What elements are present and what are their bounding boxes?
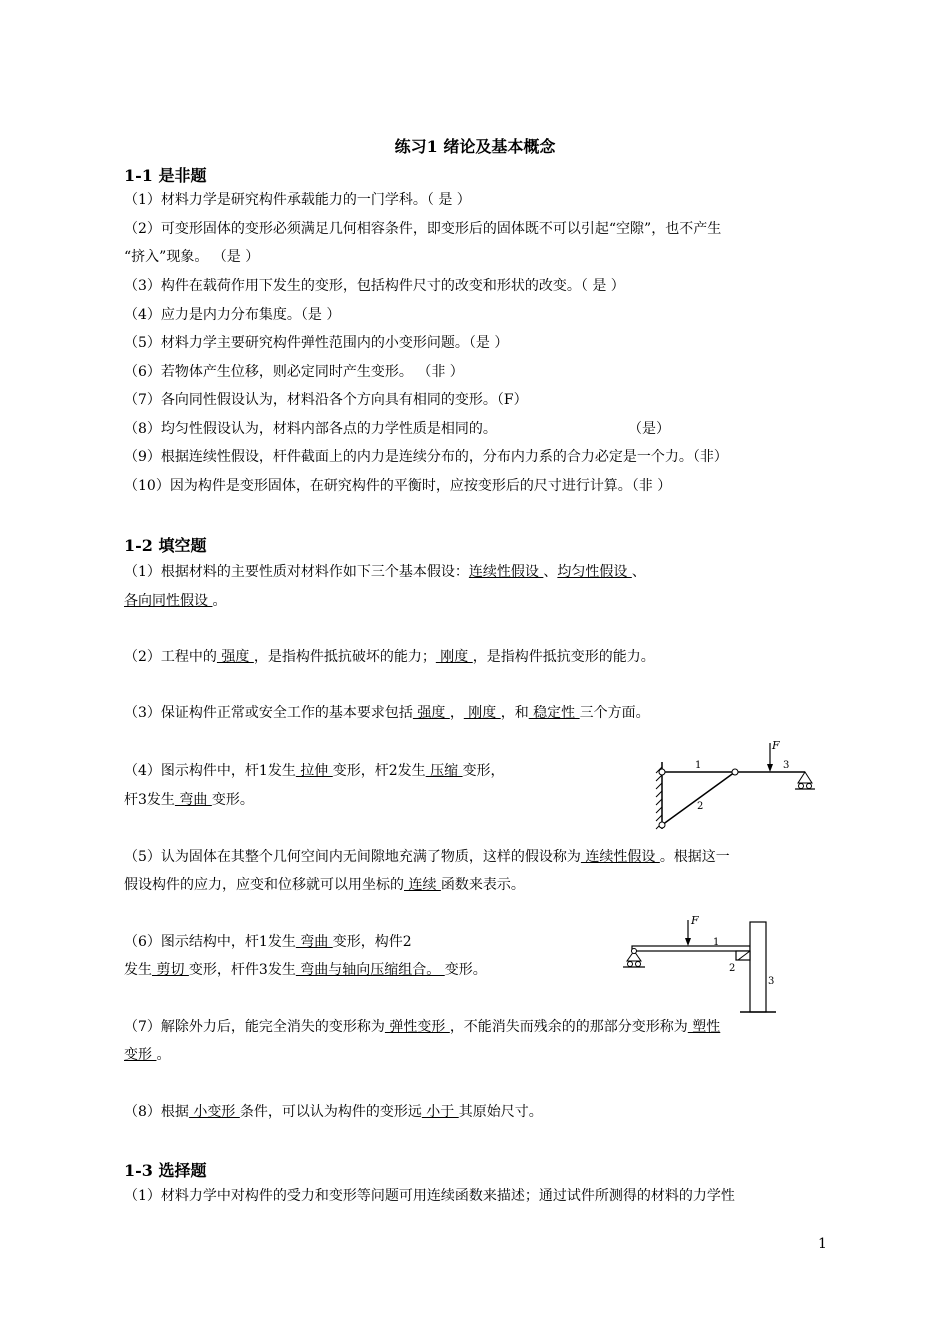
s2-q5-line1 [124, 847, 730, 867]
s2-q6-end: 变形。 [444, 962, 487, 978]
s2-q7-end: 。 [156, 1047, 171, 1063]
s2-q4-mid: 变形，杆2发生 [332, 763, 426, 779]
support-wheel-left [628, 962, 633, 967]
support-wheel-right [636, 962, 641, 967]
s2-q5-blank2: 连续 [404, 877, 441, 893]
bar-2-label: 2 [697, 801, 704, 812]
s2-q2-end: ，是指构件抵抗变形的能力。 [472, 649, 655, 665]
force-arrowhead [767, 764, 773, 772]
s1-q9: （9）根据连续性假设，杆件截面上的内力是连续分布的，分布内力系的合力必定是一个力。（非） [124, 449, 728, 465]
s2-q8-text: （8）根据 [124, 1104, 189, 1120]
s1-q5: （5）材料力学主要研究构件弹性范围内的小变形问题。（是 ） [124, 335, 509, 351]
s1-q7: （7）各向同性假设认为，材料沿各个方向具有相同的变形。（F） [124, 392, 528, 408]
s2-q5-line2 [124, 875, 525, 895]
s2-q3-blank1: 强度 [412, 705, 450, 721]
s2-q8-mid: 条件，可以认为构件的变形远 [239, 1104, 422, 1120]
column-3-label: 3 [768, 976, 775, 987]
s1-q3: （3）构件在载荷作用下发生的变形，包括构件尺寸的改变和形状的改变。（ 是 ） [124, 278, 625, 294]
bar-2 [662, 772, 735, 825]
s2-q6-mid2: 变形，杆件3发生 [188, 962, 296, 978]
s2-q1-line2 [124, 591, 226, 611]
s2-q7-text: （7）解除外力后，能完全消失的变形称为 [124, 1019, 385, 1035]
s3-q1: （1）材料力学中对构件的受力和变形等问题可用连续函数来描述；通过试件所测得的材料的力学性 [124, 1188, 735, 1204]
s2-q4-blank3: 弯曲 [174, 792, 212, 808]
s2-q8 [124, 1102, 543, 1122]
page-title: 练习1 绪论及基本概念 [394, 137, 556, 156]
s2-q7-blank2-cont: 变形 [124, 1047, 157, 1063]
hinge-joint [732, 769, 738, 775]
s2-q1-text: （1）根据材料的主要性质对材料作如下三个基本假设： [124, 564, 469, 580]
s2-q3 [124, 703, 650, 723]
s2-q1-line1 [124, 562, 646, 582]
s2-q1-sep2: 、 [631, 564, 646, 580]
s2-q5-end2: 函数来表示。 [440, 877, 525, 893]
bar-3-label: 3 [783, 760, 790, 771]
connector-2-label: 2 [729, 963, 736, 974]
s2-q5-blank1: 连续性假设 [580, 849, 660, 865]
section-heading-1-1: 1-1 是非题 [124, 166, 207, 185]
s2-q2 [124, 647, 655, 667]
pin-hinge [632, 949, 637, 954]
s2-q8-blank1: 小变形 [188, 1104, 240, 1120]
s2-q2-text: （2）工程中的 [124, 649, 217, 665]
s2-q6-blank1: 弯曲 [295, 934, 333, 950]
s2-q3-end: 三个方面。 [579, 705, 650, 721]
s2-q3-blank2: 刚度 [463, 705, 501, 721]
figure-bracket-diagram [645, 735, 825, 835]
roller-support [798, 772, 812, 783]
s2-q4-end: 变形， [462, 763, 505, 779]
s2-q6-line2 [124, 960, 487, 980]
beam-1-label: 1 [713, 937, 720, 948]
s1-q8: （8）均匀性假设认为，材料内部各点的力学性质是相同的。 [124, 421, 497, 437]
hinge-top [659, 769, 665, 775]
s2-q6-blank2: 剪切 [152, 962, 189, 978]
s2-q6-text2: 发生 [124, 962, 152, 978]
s2-q3-m2: ，和 [500, 705, 529, 721]
s2-q1-sep1: 、 [543, 564, 558, 580]
s2-q1-blank2: 均匀性假设 [557, 564, 632, 580]
s2-q2-blank2: 刚度 [435, 649, 473, 665]
figure-beam-column-diagram [620, 910, 790, 1015]
s2-q5-text2: 假设构件的应力，应变和位移就可以用坐标的 [124, 877, 404, 893]
s2-q3-m1: ， [449, 705, 464, 721]
s2-q4-line1 [124, 761, 505, 781]
s2-q8-end: 其原始尺寸。 [458, 1104, 543, 1120]
wall-hatch [656, 767, 662, 829]
s2-q4-text2: 杆3发生 [124, 792, 175, 808]
s2-q7-line2 [124, 1045, 170, 1065]
s1-q10: （10）因为构件是变形固体，在研究构件的平衡时，应按变形后的尺寸进行计算。（非 ） [124, 478, 672, 494]
roller-wheel-right [807, 784, 812, 789]
s2-q2-mid: ，是指构件抵抗破坏的能力； [253, 649, 436, 665]
page-number: 1 [818, 1236, 827, 1252]
s2-q2-blank1: 强度 [216, 649, 254, 665]
s1-q8-answer: （是） [628, 421, 670, 437]
s1-q2-line1: （2）可变形固体的变形必须满足几何相容条件，即变形后的固体既不可以引起“空隙”，也不产生 [124, 221, 722, 237]
hinge-bottom [659, 822, 665, 828]
section-heading-1-3: 1-3 选择题 [124, 1161, 207, 1180]
s2-q3-text: （3）保证构件正常或安全工作的基本要求包括 [124, 705, 413, 721]
s2-q7-mid: ，不能消失而残余的的那部分变形称为 [449, 1019, 688, 1035]
s1-q1: （1）材料力学是研究构件承载能力的一门学科。（ 是 ） [124, 192, 471, 208]
s2-q6-mid: 变形，构件2 [332, 934, 412, 950]
s2-q4-text: （4）图示构件中，杆1发生 [124, 763, 296, 779]
roller-wheel-left [799, 784, 804, 789]
s2-q4-line2 [124, 790, 254, 810]
force-label: F [772, 739, 780, 752]
s2-q7-blank1: 弹性变形 [384, 1019, 450, 1035]
s2-q5-end: 。根据这一 [659, 849, 730, 865]
s1-q4: （4）应力是内力分布集度。（是 ） [124, 307, 341, 323]
s2-q8-blank2: 小于 [421, 1104, 459, 1120]
column-3 [750, 922, 766, 1012]
s1-q6: （6）若物体产生位移，则必定同时产生变形。 （非 ） [124, 364, 464, 380]
s2-q1-blank3: 各向同性假设 [124, 593, 213, 609]
s2-q5-text: （5）认为固体在其整个几何空间内无间隙地充满了物质，这样的假设称为 [124, 849, 581, 865]
s2-q4-blank2: 压缩 [425, 763, 463, 779]
bar-1-label: 1 [695, 760, 702, 771]
force-label: F [691, 914, 699, 927]
force-arrowhead [685, 938, 691, 946]
s2-q6-blank3: 弯曲与轴向压缩组合。 [295, 962, 445, 978]
s1-q2-line2: “挤入”现象。 （是 ） [124, 249, 260, 265]
s2-q4-blank1: 拉伸 [295, 763, 333, 779]
beam-1 [632, 946, 750, 951]
s2-q6-text: （6）图示结构中，杆1发生 [124, 934, 296, 950]
s2-q7-blank2: 塑性 [687, 1019, 721, 1035]
s2-q6-line1 [124, 932, 412, 952]
s2-q4-end2: 变形。 [211, 792, 254, 808]
s2-q7-line1 [124, 1017, 720, 1037]
section-heading-1-2: 1-2 填空题 [124, 536, 207, 555]
s2-q1-end: 。 [212, 593, 227, 609]
s2-q1-blank1: 连续性假设 [468, 564, 544, 580]
s2-q3-blank3: 稳定性 [528, 705, 580, 721]
